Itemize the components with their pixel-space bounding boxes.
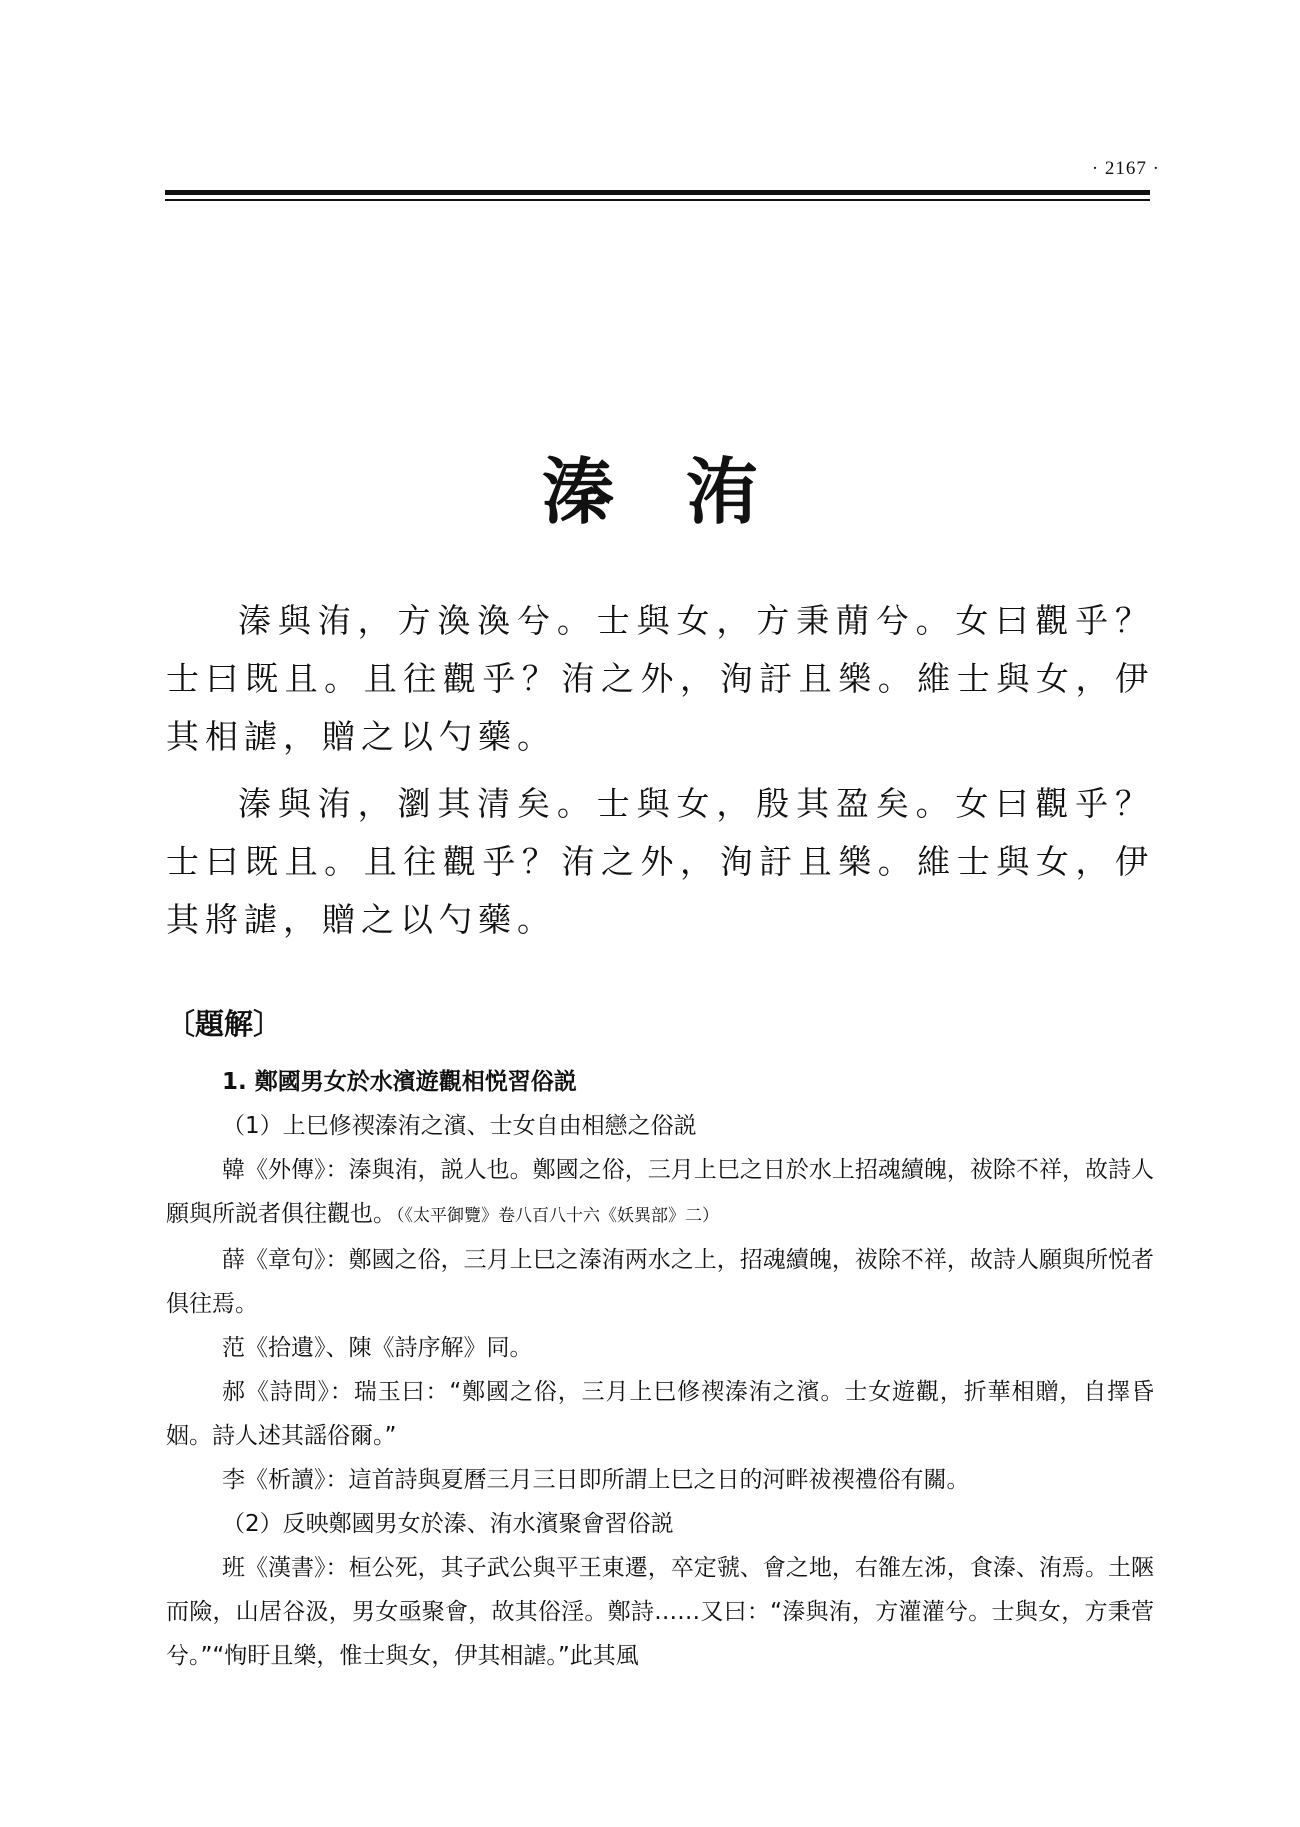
poem-stanza-1: 溱與洧，方渙渙兮。士與女，方秉蕑兮。女曰觀乎？士曰既且。且往觀乎？洧之外，洵訏且樂。維士與女，伊其相謔，贈之以勺藥。: [166, 601, 1154, 756]
section-heading: 〔題解〕: [166, 1007, 283, 1041]
commentary-fan: 范《拾遺》、陳《詩序解》同。: [222, 1335, 533, 1361]
poem-text: [166, 592, 1154, 958]
commentary-hao: 郝《詩問》：瑞玉曰：“鄭國之俗，三月上巳修禊溱洧之濱。士女遊觀，折華相贈，自擇昏姻。詩人述其謡俗爾。”: [166, 1379, 1154, 1449]
commentary-subitem-1: （1）上巳修禊溱洧之濱、士女自由相戀之俗説: [222, 1113, 697, 1139]
commentary-han: [166, 1148, 1154, 1238]
commentary-han-source: （《太平御覽》卷八百八十六《妖異部》二）: [396, 1206, 719, 1226]
commentary-li: 李《析讀》：這首詩與夏曆三月三日即所謂上巳之日的河畔祓禊禮俗有關。: [222, 1467, 970, 1493]
header-rule-thin: [165, 199, 1150, 201]
commentary-subitem-2: （2）反映鄭國男女於溱、洧水濱聚會習俗説: [222, 1511, 674, 1537]
header-rule: [165, 190, 1150, 195]
commentary-xue: 薛《章句》：鄭國之俗，三月上巳之溱洧两水之上，招魂續魄，祓除不祥，故詩人願與所悦者俱往焉。: [166, 1247, 1154, 1317]
commentary: [166, 1060, 1154, 1678]
commentary-ban: 班《漢書》：桓公死，其子武公與平王東遷，卒定虢、會之地，右雒左泲，食溱、洧焉。土陿而險，山居谷汲，男女亟聚會，故其俗淫。鄭詩……又曰：“溱與洧，方灌灌兮。士與女，方秉菅兮。”“恂盱且樂，惟士與女，伊其相謔。”此其風: [166, 1555, 1154, 1669]
poem-stanza-2: 溱與洧，瀏其清矣。士與女，殷其盈矣。女曰觀乎？士曰既且。且往觀乎？洧之外，洵訏且樂。維士與女，伊其將謔，贈之以勺藥。: [166, 784, 1154, 939]
page-number: · 2167 ·: [1091, 158, 1160, 179]
commentary-item-1: 1. 鄭國男女於水濱遊觀相悦習俗説: [222, 1069, 577, 1095]
poem-title: 溱洧: [541, 449, 830, 535]
commentary-han-text: 韓《外傳》：溱與洧，説人也。鄭國之俗，三月上巳之日於水上招魂續魄，祓除不祥，故詩人願與所説者俱往觀也。: [166, 1157, 1154, 1227]
